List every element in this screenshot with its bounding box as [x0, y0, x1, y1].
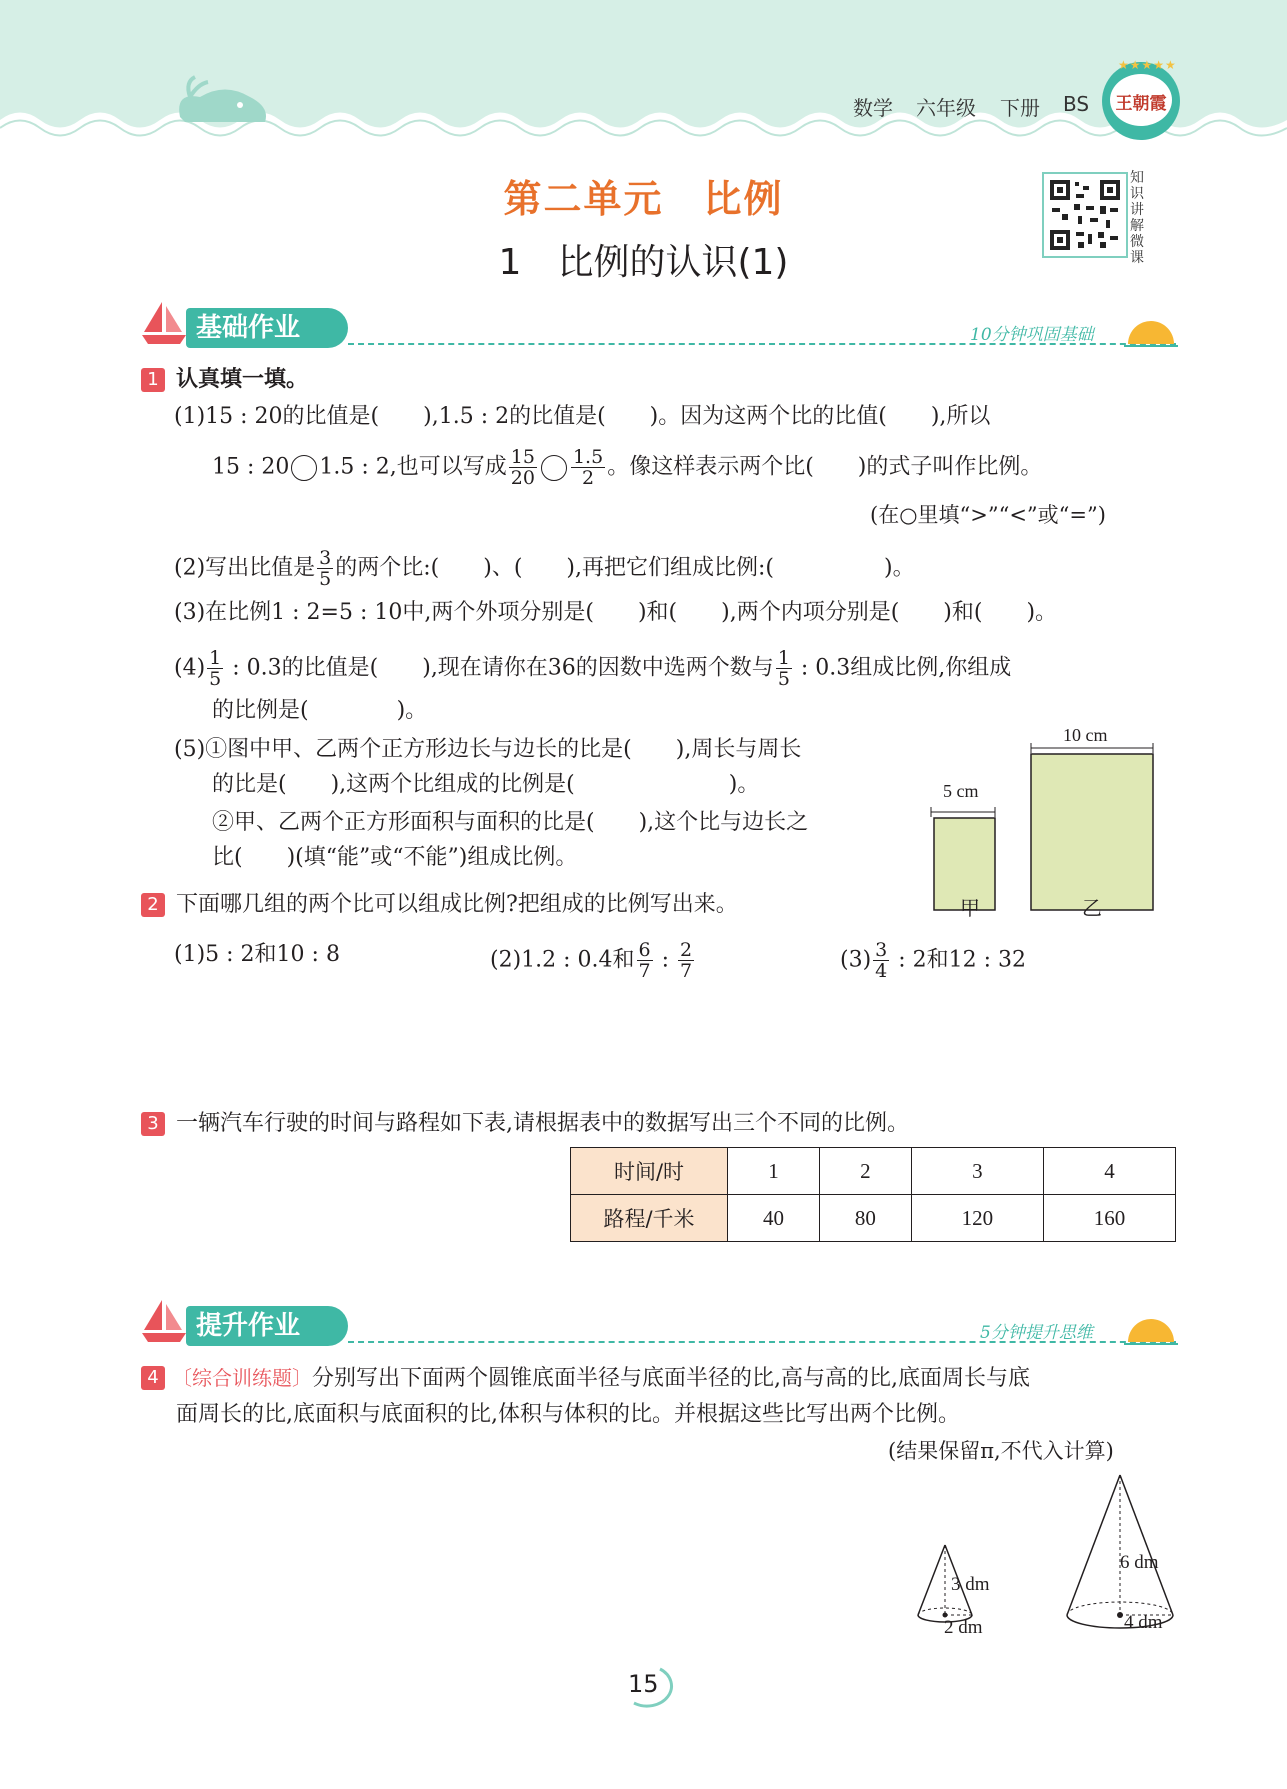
q1-ratio-b: 1.5 : 2,也可以写成	[319, 454, 507, 480]
q1-note: (在○里填“>”“<”或“=”)	[870, 503, 1106, 527]
sun-icon	[1124, 1314, 1178, 1348]
brand-logo	[1102, 58, 1180, 140]
compare-circle-1[interactable]	[291, 455, 317, 481]
q2-item3: (3) $\frac{3}{4}$ : 2和12 : 32	[840, 939, 1027, 982]
qr-label: 知识讲解微课	[1130, 170, 1144, 266]
section-basic-time: 10分钟巩固基础	[970, 325, 1094, 345]
q4-line2: 面周长的比,底面积与底面积的比,体积与体积的比。并根据这些比写出两个比例。	[176, 1402, 960, 1427]
table-cell: 1	[728, 1148, 820, 1195]
q1-part4-line2: 的比例是( )。	[212, 698, 428, 723]
q3-title: 一辆汽车行驶的时间与路程如下表,请根据表中的数据写出三个不同的比例。	[176, 1111, 909, 1136]
unit-title: 第二单元 比例	[503, 177, 784, 221]
whale-icon	[170, 72, 280, 132]
q1-part1-tail: 。像这样表示两个比( )的式子叫作比例。	[607, 454, 1043, 480]
table-cell: 80	[819, 1195, 911, 1242]
question-number-2: 2	[141, 893, 165, 917]
sailboat-icon	[140, 300, 188, 346]
square-jia-name: 甲	[960, 896, 980, 920]
fraction-3-4: $\frac{3}{4}$	[875, 939, 888, 982]
table-cell: 4	[1043, 1148, 1175, 1195]
question-number-1: 1	[141, 368, 165, 392]
star-icons: ★★★★★	[1118, 58, 1177, 72]
fraction-3-5: $\frac{3}{5}$	[319, 547, 332, 590]
sailboat-icon	[140, 1298, 188, 1344]
question-number-3: 3	[141, 1112, 165, 1136]
q2-title: 下面哪几组的两个比可以组成比例?把组成的比例写出来。	[176, 892, 738, 917]
header-volume: 下册	[1000, 96, 1040, 120]
q1-ratio-a: 15 : 20	[212, 454, 290, 480]
square-jia-side-label: 5 cm	[943, 781, 979, 801]
header-subject: 数学	[853, 96, 893, 120]
page-number: 15	[628, 1670, 659, 1698]
fraction-15-20: $\frac{15}{20}$	[510, 446, 535, 489]
q1-part4: (4) $\frac{1}{5}$ : 0.3的比值是( ),现在请你在36的因数中选两个数与 $\frac{1}{5}$ : 0.3组成比例,你组成	[174, 647, 1012, 690]
brand-logo-text: 王朝霞	[1115, 94, 1167, 114]
lesson-title: 1 比例的认识(1)	[498, 242, 789, 283]
q1-part1-line1: (1)15 : 20的比值是( ),1.5 : 2的比值是( )。因为这两个比的比值( ),所以	[174, 404, 991, 429]
square-yi-name: 乙	[1082, 896, 1102, 920]
table-row-distance	[571, 1195, 1176, 1242]
table-head-time: 时间/时	[571, 1148, 728, 1195]
q1-part5-line1: (5)①图中甲、乙两个正方形边长与边长的比是( ),周长与周长	[174, 737, 802, 762]
q1-part5-line4: 比( )(填“能”或“不能”)组成比例。	[212, 845, 578, 870]
cone-small-radius-label: 2 dm	[944, 1617, 983, 1638]
q1-title: 认真填一填。	[176, 367, 309, 392]
qr-code[interactable]	[1042, 172, 1128, 258]
q2-item1: (1)5 : 2和10 : 8	[174, 942, 340, 967]
section-basic-tag: 基础作业	[186, 308, 348, 348]
qr-code-icon	[1050, 180, 1120, 250]
square-yi	[1031, 754, 1153, 910]
fraction-6-7: $\frac{6}{7}$	[638, 939, 651, 982]
fraction-1-5: $\frac{1}{5}$	[209, 647, 222, 690]
table-cell: 2	[819, 1148, 911, 1195]
q4-line1: 〔综合训练题〕分别写出下面两个圆锥底面半径与底面半径的比,高与高的比,底面周长与底	[172, 1366, 1030, 1391]
table-cell: 120	[911, 1195, 1043, 1242]
q1-part5-line2: 的比是( ),这两个比组成的比例是( )。	[212, 772, 760, 797]
q1-part1-line2	[212, 447, 1042, 488]
q1-part3: (3)在比例1 : 2=5 : 10中,两个外项分别是( )和( ),两个内项分别是( )和( )。	[174, 600, 1058, 625]
question-number-4: 4	[141, 1366, 165, 1390]
time-distance-table	[570, 1147, 1176, 1242]
cone-large-radius-label: 4 dm	[1124, 1612, 1163, 1633]
cone-large-height-label: 6 dm	[1120, 1552, 1159, 1573]
q2-item2: (2)1.2 : 0.4和 $\frac{6}{7}$ : $\frac{2}{7}$	[490, 939, 693, 982]
header-edition: BS	[1063, 92, 1090, 116]
fraction-2-7: $\frac{2}{7}$	[680, 939, 693, 982]
compare-circle-2[interactable]	[541, 455, 567, 481]
q4-tag: 〔综合训练题〕	[172, 1366, 312, 1390]
table-cell: 40	[728, 1195, 820, 1242]
q4-note: (结果保留π,不代入计算)	[888, 1439, 1114, 1463]
header-grade: 六年级	[916, 96, 976, 120]
table-head-distance: 路程/千米	[571, 1195, 728, 1242]
section-advanced-tag: 提升作业	[186, 1306, 348, 1346]
q1-part2: (2)写出比值是 $\frac{3}{5}$ 的两个比:( )、( ),再把它们组成比例:( )。	[174, 547, 915, 590]
fraction-1-5-b: $\frac{1}{5}$	[777, 647, 790, 690]
square-yi-side-label: 10 cm	[1063, 725, 1108, 745]
cone-small-height-label: 3 dm	[951, 1574, 990, 1595]
table-cell: 160	[1043, 1195, 1175, 1242]
q1-part5-line3: ②甲、乙两个正方形面积与面积的比是( ),这个比与边长之	[212, 810, 809, 835]
section-advanced-time: 5分钟提升思维	[980, 1323, 1093, 1343]
table-cell: 3	[911, 1148, 1043, 1195]
table-row-time	[571, 1148, 1176, 1195]
fraction-1.5-2: $\frac{1.5}{2}$	[572, 446, 604, 489]
sun-icon	[1124, 316, 1178, 350]
